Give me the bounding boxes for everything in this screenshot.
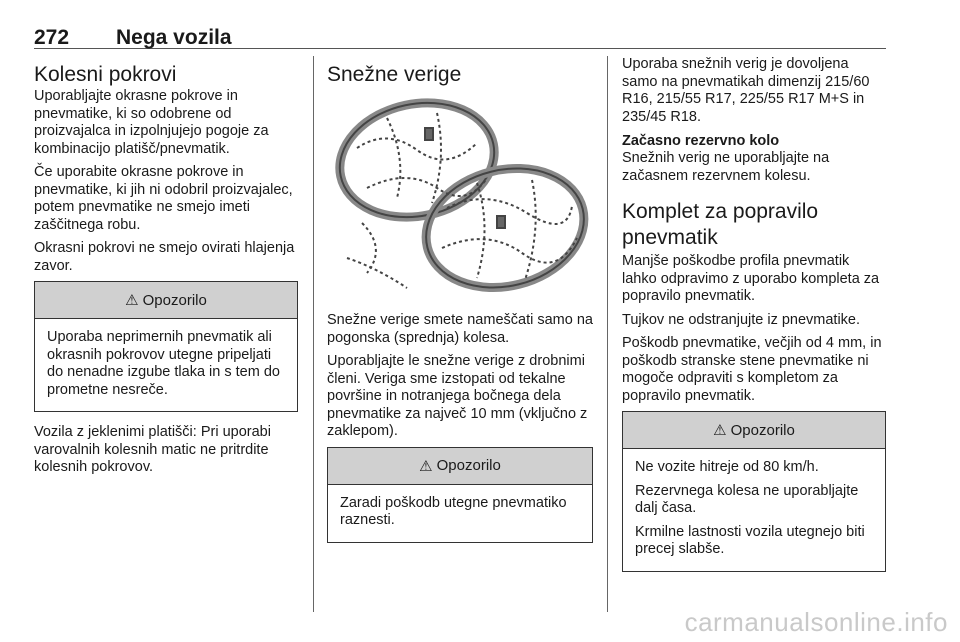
paragraph: Uporabljajte okrasne pokrove in pnevmatike, ki so odobrene od proizvajalca in izpolnjujejo pogoje za kombinacijo platišč/pnevmatik. bbox=[34, 88, 269, 157]
paragraph: Okrasni pokrovi ne smejo ovirati hlajenja zavor. bbox=[34, 240, 295, 274]
watermark: carmanualsonline.info bbox=[684, 607, 948, 637]
paragraph: Če uporabite okrasne pokrove in pnevmatike, ki jih ni odobril proizvajalec, potem pnevmatike ne smejo imeti zaščitnega robu. bbox=[34, 164, 293, 233]
warning-body bbox=[35, 319, 297, 411]
column-divider-2 bbox=[607, 56, 608, 612]
paragraph: Uporaba snežnih verig je dovoljena samo na pnevmatikah dimenzij 215/60 R16, 215/55 R17, 225/55 R17 M+S in 235/45 R18. bbox=[622, 56, 870, 125]
warning-title: Opozorilo bbox=[730, 421, 795, 439]
paragraph: Snežne verige smete nameščati samo na pogonska (sprednja) kolesa. bbox=[327, 312, 593, 346]
section-title-repair-kit: Komplet za popravilo pnevmatik bbox=[622, 200, 819, 249]
warning-header bbox=[623, 412, 885, 449]
column-divider-1 bbox=[313, 56, 314, 612]
snow-chains-image bbox=[327, 88, 589, 298]
warning-box bbox=[327, 447, 593, 543]
page-number: 272 bbox=[34, 26, 70, 49]
warning-icon: ⚠ bbox=[125, 292, 139, 309]
warning-title: Opozorilo bbox=[142, 291, 207, 309]
snow-chains-illustration bbox=[327, 88, 589, 298]
column-repair-kit bbox=[622, 56, 886, 584]
paragraph: Vozila z jeklenimi platišči: Pri uporabi varovalnih kolesnih matic ne pritrdite kolesnih pokrovov. bbox=[34, 424, 271, 475]
paragraph: Manjše poškodbe profila pnevmatik lahko odpravimo z uporabo kompleta za popravilo pnevmatik. bbox=[622, 253, 880, 304]
warning-box bbox=[34, 281, 298, 412]
warning-text: Zaradi poškodb utegne pnevmatiko raznesti. bbox=[340, 494, 567, 528]
warning-icon: ⚠ bbox=[419, 457, 433, 475]
warning-header bbox=[328, 448, 592, 485]
subsection-title-spare-wheel: Začasno rezervno kolo bbox=[622, 133, 780, 149]
running-title: Nega vozila bbox=[116, 26, 232, 49]
warning-body bbox=[328, 485, 592, 542]
warning-body bbox=[623, 449, 885, 571]
warning-line: Ne vozite hitreje od 80 km/h. bbox=[635, 459, 819, 475]
warning-header bbox=[35, 282, 297, 319]
warning-icon: ⚠ bbox=[713, 422, 727, 439]
warning-text: Uporaba neprimernih pnevmatik ali okrasnih pokrovov utegne pripeljati do nenadne izgube tlaka in s tem do prometne nesreče. bbox=[47, 329, 280, 398]
column-wheel-covers bbox=[34, 56, 298, 483]
paragraph: Tujkov ne odstranjujte iz pnevmatike. bbox=[622, 311, 861, 328]
warning-box bbox=[622, 411, 886, 572]
warning-line: Rezervnega kolesa ne uporabljajte dalj časa. bbox=[635, 482, 859, 516]
paragraph: Snežnih verig ne uporabljajte na začasnem rezervnem kolesu. bbox=[622, 150, 830, 184]
page-header bbox=[34, 12, 886, 49]
section-title-wheel-covers: Kolesni pokrovi bbox=[34, 63, 177, 86]
column-snow-chains bbox=[327, 56, 593, 555]
section-title-snow-chains: Snežne verige bbox=[327, 63, 462, 86]
warning-title: Opozorilo bbox=[436, 457, 501, 474]
paragraph: Poškodb pnevmatike, večjih od 4 mm, in poškodb stranske stene pnevmatike ni mogoče odpraviti s kompletom za popravilo pnevmatik. bbox=[622, 335, 882, 404]
paragraph: Uporabljajte le snežne verige z drobnimi členi. Veriga sme izstopati od tekalne površine in notranjega bočnega dela pnevmatike za največ 10 mm (vključno z zaklepom). bbox=[327, 353, 588, 439]
warning-line: Krmilne lastnosti vozila utegnejo biti precej slabše. bbox=[635, 523, 865, 557]
